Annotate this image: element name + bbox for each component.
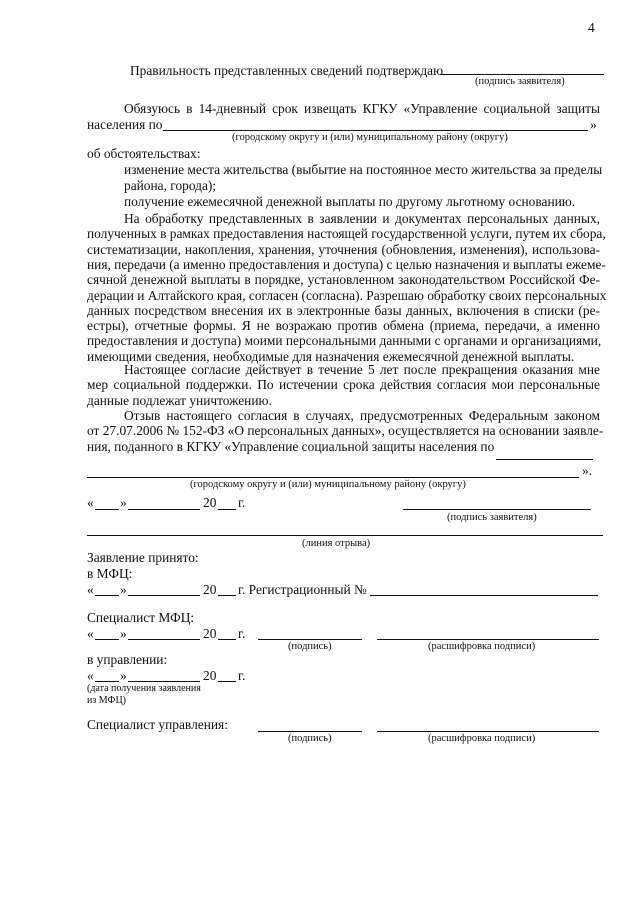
signature-line[interactable] [440,74,604,75]
signature-caption: (подпись) [288,733,332,744]
paragraph-line: предоставления и доступа) моими персональными данными с органами и организациями, [87,333,602,349]
day-field[interactable] [95,509,119,510]
year-prefix: 20 [203,626,217,641]
paragraph-line: имеющими сведения, необходимые для назначения ежемесячной денежной выплаты. [87,348,575,364]
year-field[interactable] [218,595,236,596]
district-field-cont[interactable] [87,477,579,478]
district-field[interactable] [163,130,588,131]
end-mark: ». [582,463,593,478]
registration-number-field[interactable] [370,595,598,596]
year-suffix: г. [238,626,246,641]
circumstances-heading: об обстоятельствах: [87,146,201,161]
month-field[interactable] [128,595,200,596]
signature-decode-line[interactable] [377,731,599,732]
mfc-heading: в МФЦ: [87,566,133,581]
mfc-specialist-label: Специалист МФЦ: [87,610,195,625]
year-field[interactable] [218,681,236,682]
close-quote: » [120,626,127,641]
signature-decode-line[interactable] [377,639,599,640]
open-quote: « [87,582,94,597]
obligation-prefix: населения по [87,117,163,132]
day-field[interactable] [95,595,119,596]
year-field[interactable] [218,509,236,510]
registration-label: г. Регистрационный № [238,582,367,597]
district-caption: (городскому округу и (или) муниципальному району (округу) [190,479,466,490]
open-quote: « [87,495,94,510]
paragraph-line: данных посредством внесения их в электронные базы данных, включения в списки (ре- [87,302,600,318]
paragraph-line: Отзыв настоящего согласия в случаях, предусмотренных Федеральным законом [124,408,600,423]
paragraph-line: мер социальной поддержки. По истечении срока действия согласия мои персональные [87,377,600,393]
year-suffix: г. [238,495,246,510]
date-note-cont: из МФЦ) [87,695,127,706]
tear-caption: (линия отрыва) [302,538,371,549]
signature-line[interactable] [403,509,591,510]
open-quote: « [87,668,94,683]
year-suffix: г. [238,668,246,683]
district-field[interactable] [496,459,593,460]
obligation-line: Обязуюсь в 14-дневный срок извещать КГКУ «Управление социальной защиты [124,101,600,116]
paragraph-line: ния, передачи (а именно предоставления и доступа) с целью назначения и выплаты ежеме- [87,256,606,272]
closing-quote: » [590,117,597,132]
paragraph-line: полученных в рамках предоставления настоящей государственной услуги, путем их сбора, [87,226,606,242]
paragraph-line: На обработку представленных в заявлении и документах персональных данных, [124,211,600,226]
page-number: 4 [588,20,595,35]
paragraph-line: данные подлежат уничтожению. [87,392,272,408]
paragraph-line: естры), отчетные формы. Я не возражаю против обмена (приема, передачи, а именно [87,318,600,334]
district-caption: (городскому округу и (или) муниципальному району (округу) [232,132,508,143]
signature-caption: (подпись заявителя) [447,512,537,523]
year-prefix: 20 [203,495,217,510]
circumstance-item-cont: района, города); [124,178,217,193]
tear-line [87,535,603,536]
signature-line[interactable] [258,731,362,732]
department-heading: в управлении: [87,652,168,667]
day-field[interactable] [95,681,119,682]
paragraph-line: от 27.07.2006 № 152-ФЗ «О персональных данных», осуществляется на основании заявле- [87,423,604,439]
close-quote: » [120,582,127,597]
signature-caption: (подпись) [288,641,332,652]
signature-decode-caption: (расшифровка подписи) [428,733,536,744]
month-field[interactable] [128,509,200,510]
paragraph-line: ния, поданного в КГКУ «Управление социальной защиты населения по [87,438,495,454]
signature-decode-caption: (расшифровка подписи) [428,641,536,652]
year-field[interactable] [218,639,236,640]
open-quote: « [87,626,94,641]
paragraph-line: дерации и Алтайского края, согласен (согласна). Разрешаю обработку своих персональных [87,287,607,303]
year-prefix: 20 [203,668,217,683]
accepted-heading: Заявление принято: [87,550,199,565]
date-note: (дата получения заявления [87,683,201,694]
department-specialist-label: Специалист управления: [87,717,228,732]
close-quote: » [120,668,127,683]
circumstance-item: изменение места жительства (выбытие на постоянное место жительства за пределы [124,162,603,177]
close-quote: » [120,495,127,510]
confirm-text: Правильность представленных сведений подтверждаю [130,63,444,78]
day-field[interactable] [95,639,119,640]
month-field[interactable] [128,681,200,682]
paragraph-line: Настоящее согласие действует в течение 5 лет после прекращения оказания мне [124,362,600,377]
month-field[interactable] [128,639,200,640]
signature-line[interactable] [258,639,362,640]
signature-caption: (подпись заявителя) [475,76,565,87]
year-prefix: 20 [203,582,217,597]
paragraph-line: сячной денежной выплаты в порядке, установленном законодательством Российской Фе- [87,272,600,288]
circumstance-item: получение ежемесячной денежной выплаты по другому льготному основанию. [124,194,576,209]
paragraph-line: систематизации, накопления, хранения, уточнения (обновления, изменения), использова- [87,241,600,257]
